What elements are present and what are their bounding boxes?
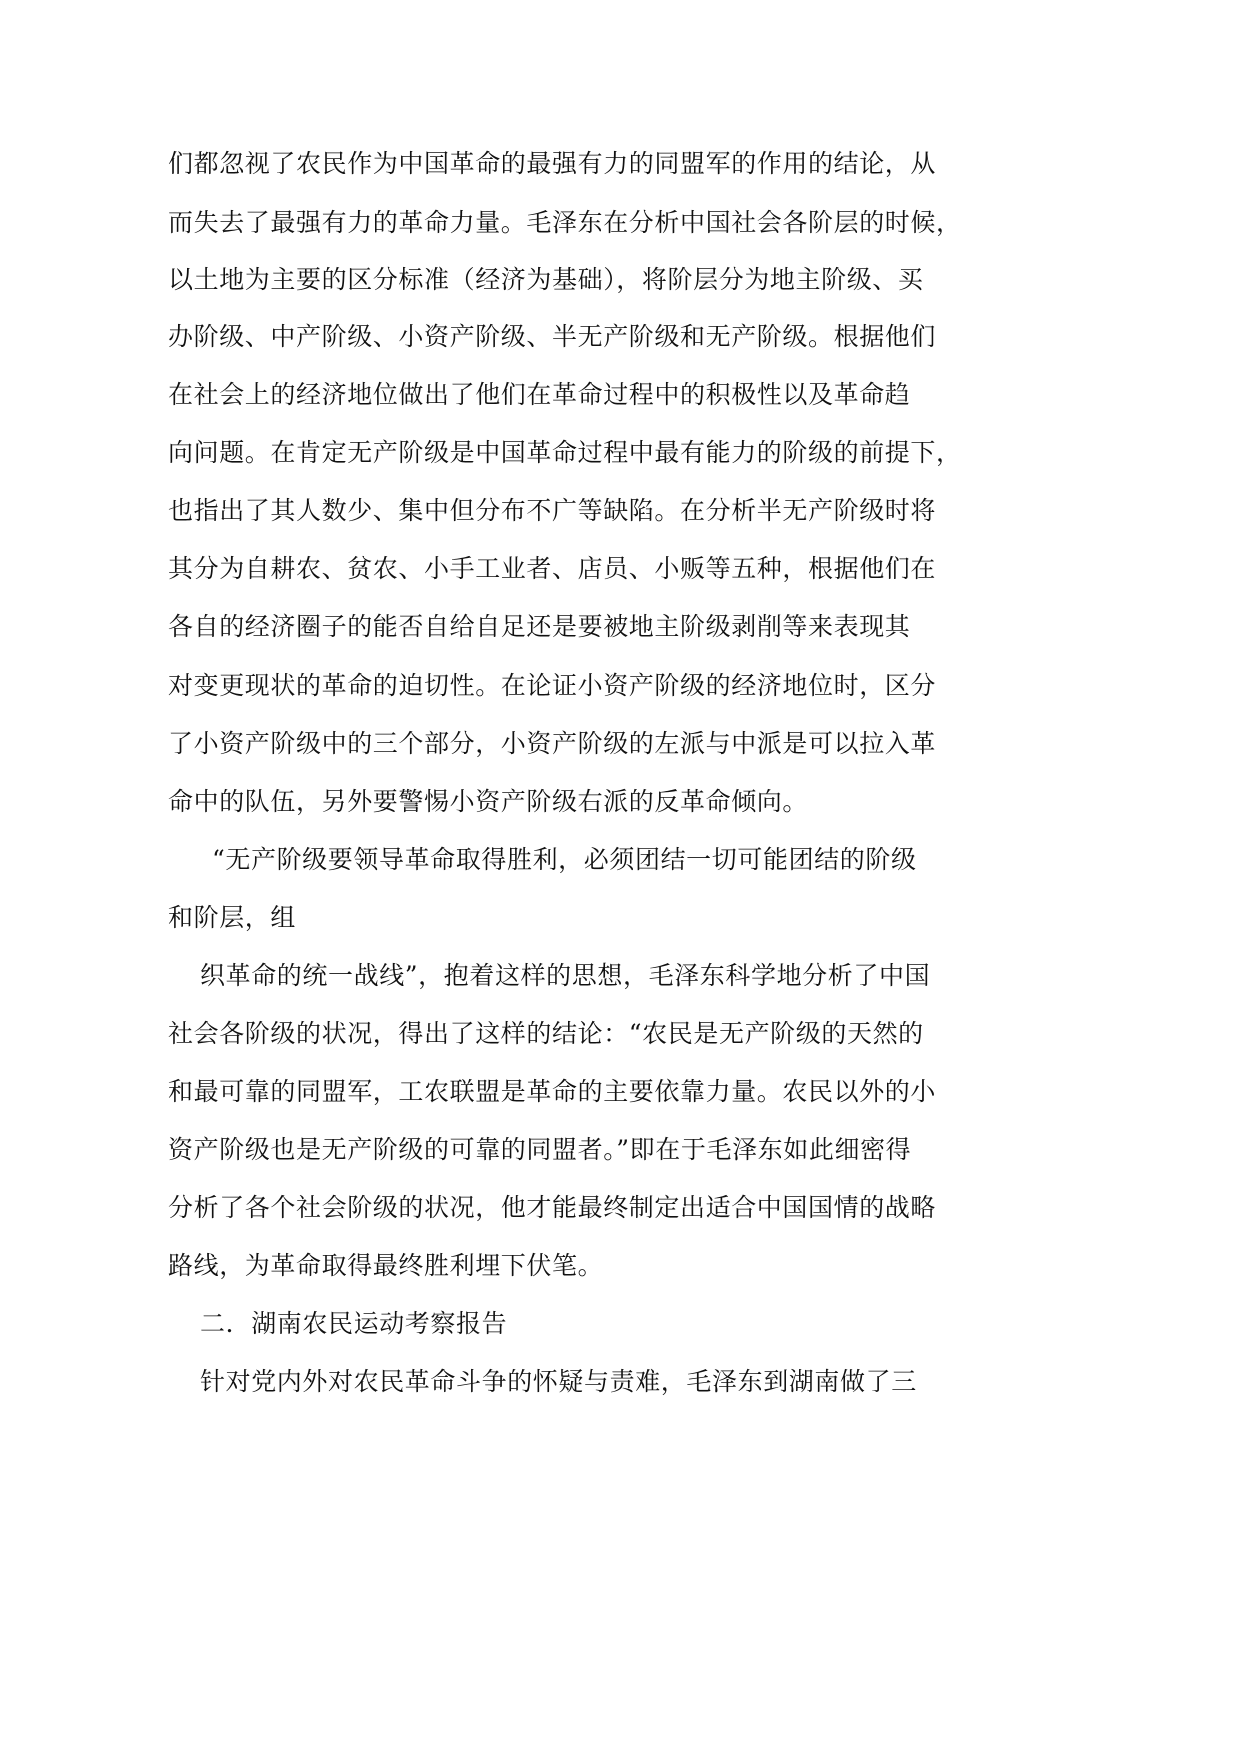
text-line: 而失去了最强有力的革命力量。毛泽东在分析中国社会各阶层的时候， (168, 208, 962, 237)
text-line: 资产阶级也是无产阶级的可靠的同盟者。”即在于毛泽东如此细密得 (168, 1135, 912, 1164)
text-line: 和阶层，组 (168, 903, 297, 932)
text-line: 也指出了其人数少、集中但分布不广等缺陷。在分析半无产阶级时将 (168, 496, 937, 525)
quote-line: “无产阶级要领导革命取得胜利，必须团结一切可能团结的阶级 (212, 845, 917, 874)
text-line: 其分为自耕农、贫农、小手工业者、店员、小贩等五种，根据他们在 (168, 554, 937, 583)
text-line: 在社会上的经济地位做出了他们在革命过程中的积极性以及革命趋 (168, 380, 911, 409)
text-line: 向问题。在肯定无产阶级是中国革命过程中最有能力的阶级的前提下， (168, 438, 962, 467)
text-line: 社会各阶级的状况，得出了这样的结论：“农民是无产阶级的天然的 (168, 1019, 924, 1048)
text-line: 对变更现状的革命的迫切性。在论证小资产阶级的经济地位时，区分 (168, 671, 937, 700)
text-line: 各自的经济圈子的能否自给自足还是要被地主阶级剥削等来表现其 (168, 612, 911, 641)
text-line: 命中的队伍，另外要警惕小资产阶级右派的反革命倾向。 (168, 787, 809, 816)
paragraph-start-line: 针对党内外对农民革命斗争的怀疑与责难，毛泽东到湖南做了三 (200, 1367, 917, 1396)
text-line: 了小资产阶级中的三个部分，小资产阶级的左派与中派是可以拉入革 (168, 729, 937, 758)
section-heading: 二．湖南农民运动考察报告 (200, 1309, 508, 1338)
paragraph-start-line: 织革命的统一战线”，抱着这样的思想，毛泽东科学地分析了中国 (200, 961, 931, 990)
text-line: 和最可靠的同盟军，工农联盟是革命的主要依靠力量。农民以外的小 (168, 1077, 937, 1106)
text-line: 分析了各个社会阶级的状况，他才能最终制定出适合中国国情的战略 (168, 1193, 937, 1222)
text-line: 路线，为革命取得最终胜利埋下伏笔。 (168, 1251, 604, 1280)
text-line: 办阶级、中产阶级、小资产阶级、半无产阶级和无产阶级。根据他们 (168, 322, 937, 351)
text-line: 们都忽视了农民作为中国革命的最强有力的同盟军的作用的结论，从 (168, 149, 937, 178)
text-line: 以土地为主要的区分标准（经济为基础），将阶层分为地主阶级、买 (168, 265, 924, 294)
